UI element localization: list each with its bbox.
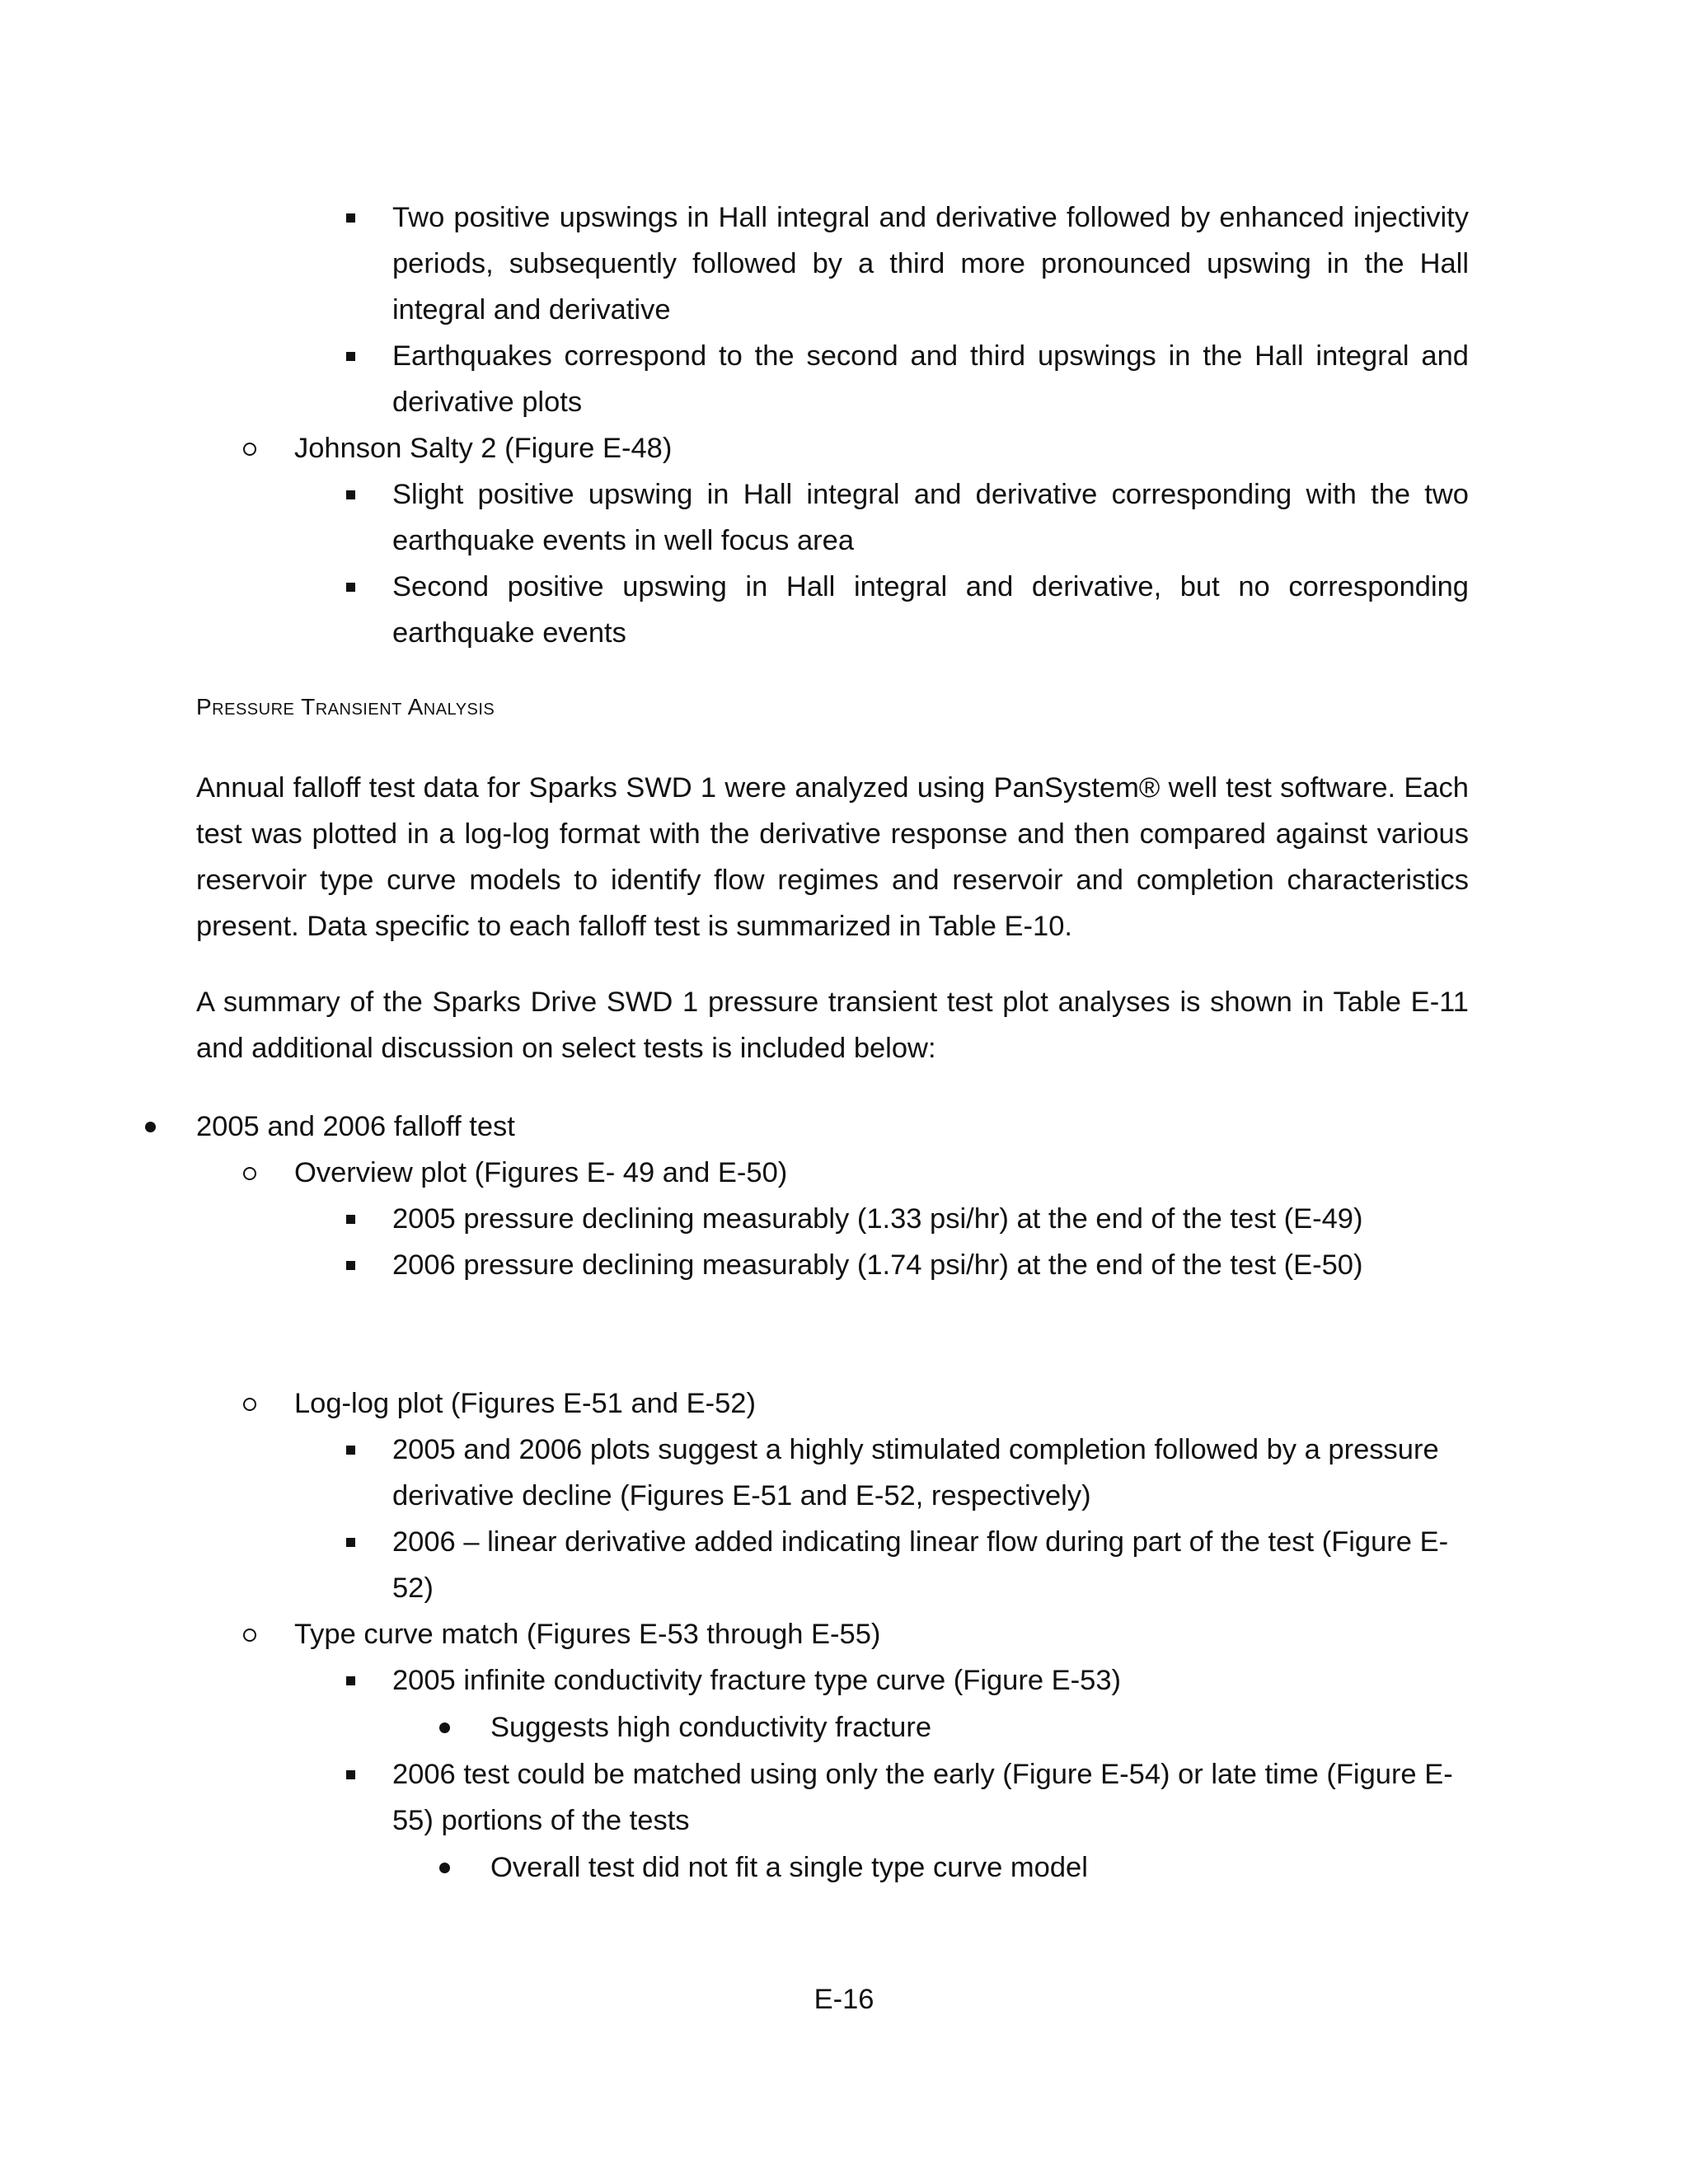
list-item	[196, 1104, 1469, 1150]
square-bullet-icon	[346, 1770, 355, 1779]
loglog-plot-item	[294, 1380, 1469, 1427]
list-item	[392, 1657, 1469, 1704]
circle-bullet-icon	[243, 1167, 256, 1180]
johnson-bullet-list	[392, 471, 1469, 656]
johnson-salty-item	[294, 425, 1469, 471]
list-item-text: Overall test did not fit a single type curve model	[490, 1852, 1088, 1883]
list-item-text: Earthquakes correspond to the second and third upswings in the Hall integral and derivative plots	[392, 340, 1469, 418]
type-curve-sub-bullet	[490, 1704, 1469, 1750]
bullet-icon	[439, 1863, 450, 1873]
bullet-icon	[145, 1122, 156, 1132]
page-number: E-16	[814, 1984, 874, 2015]
list-item	[294, 425, 1469, 471]
circle-bullet-icon	[243, 1629, 256, 1642]
overview-bullet-list	[392, 1196, 1469, 1288]
list-item-text: Log-log plot (Figures E-51 and E-52)	[294, 1388, 756, 1419]
list-item-text: 2006 pressure declining measurably (1.74 psi/hr) at the end of the test (E-50)	[392, 1249, 1363, 1281]
type-curve-bullet	[392, 1657, 1469, 1704]
list-item-text: 2005 pressure declining measurably (1.33 psi/hr) at the end of the test (E-49)	[392, 1203, 1363, 1235]
square-bullet-icon	[346, 213, 355, 223]
list-item	[392, 194, 1469, 333]
bullet-icon	[439, 1722, 450, 1733]
list-item	[490, 1704, 1469, 1750]
type-curve-item	[294, 1611, 1469, 1657]
list-item	[392, 1196, 1469, 1242]
square-bullet-icon	[346, 1215, 355, 1224]
circle-bullet-icon	[243, 443, 256, 456]
list-item	[392, 1751, 1469, 1844]
list-item-text: Overview plot (Figures E- 49 and E-50)	[294, 1157, 788, 1188]
list-item	[490, 1844, 1469, 1891]
hall-bullet-list	[392, 194, 1469, 425]
list-item	[294, 1611, 1469, 1657]
list-item-text: Suggests high conductivity fracture	[490, 1712, 932, 1743]
list-item	[392, 1427, 1469, 1519]
list-item-text: 2006 – linear derivative added indicating linear flow during part of the test (Figure E-52)	[392, 1526, 1449, 1604]
list-item	[392, 471, 1469, 564]
list-item-text: 2005 infinite conductivity fracture type curve (Figure E-53)	[392, 1665, 1121, 1696]
list-item	[392, 564, 1469, 656]
square-bullet-icon	[346, 352, 355, 361]
type-curve-sub-bullet	[490, 1844, 1469, 1891]
falloff-test-item	[196, 1104, 1469, 1150]
list-item	[392, 333, 1469, 425]
list-item-text: Two positive upswings in Hall integral and derivative followed by enhanced injectivity periods, subsequently followed by a third more pronounced upswing in the Hall integral and derivative	[392, 202, 1469, 326]
list-item	[392, 1242, 1469, 1288]
square-bullet-icon	[346, 1446, 355, 1455]
square-bullet-icon	[346, 583, 355, 592]
square-bullet-icon	[346, 1676, 355, 1685]
list-item	[294, 1380, 1469, 1427]
list-item-text: 2006 test could be matched using only the early (Figure E-54) or late time (Figure E-55) portions of the tests	[392, 1759, 1453, 1836]
paragraph: Annual falloff test data for Sparks SWD 1 were analyzed using PanSystem® well test software. Each test was plotted in a log-log format with the derivative response and then compared against various reservoir type curve models to identify flow regimes and reservoir and completion characteristics present. Data specific to each falloff test is summarized in Table E-10.	[196, 772, 1469, 942]
square-bullet-icon	[346, 490, 355, 499]
paragraph: A summary of the Sparks Drive SWD 1 pressure transient test plot analyses is shown in Table E-11 and additional discussion on select tests is included below:	[196, 987, 1469, 1064]
type-curve-bullet	[392, 1751, 1469, 1844]
list-item-text: Johnson Salty 2 (Figure E-48)	[294, 433, 673, 464]
list-item-text: 2005 and 2006 falloff test	[196, 1111, 515, 1142]
list-item	[294, 1150, 1469, 1196]
circle-bullet-icon	[243, 1398, 256, 1411]
overview-plot-item	[294, 1150, 1469, 1196]
loglog-bullet-list	[392, 1427, 1469, 1611]
square-bullet-icon	[346, 1538, 355, 1547]
list-item-text: Second positive upswing in Hall integral and derivative, but no corresponding earthquake events	[392, 571, 1469, 649]
list-item-text: Slight positive upswing in Hall integral and derivative corresponding with the two earthquake events in well focus area	[392, 479, 1469, 556]
square-bullet-icon	[346, 1261, 355, 1270]
list-item-text: Type curve match (Figures E-53 through E-55)	[294, 1619, 881, 1650]
list-item-text: 2005 and 2006 plots suggest a highly stimulated completion followed by a pressure derivative decline (Figures E-51 and E-52, respectively)	[392, 1434, 1439, 1511]
section-heading: Pressure Transient Analysis	[196, 694, 495, 719]
list-item	[392, 1519, 1469, 1611]
